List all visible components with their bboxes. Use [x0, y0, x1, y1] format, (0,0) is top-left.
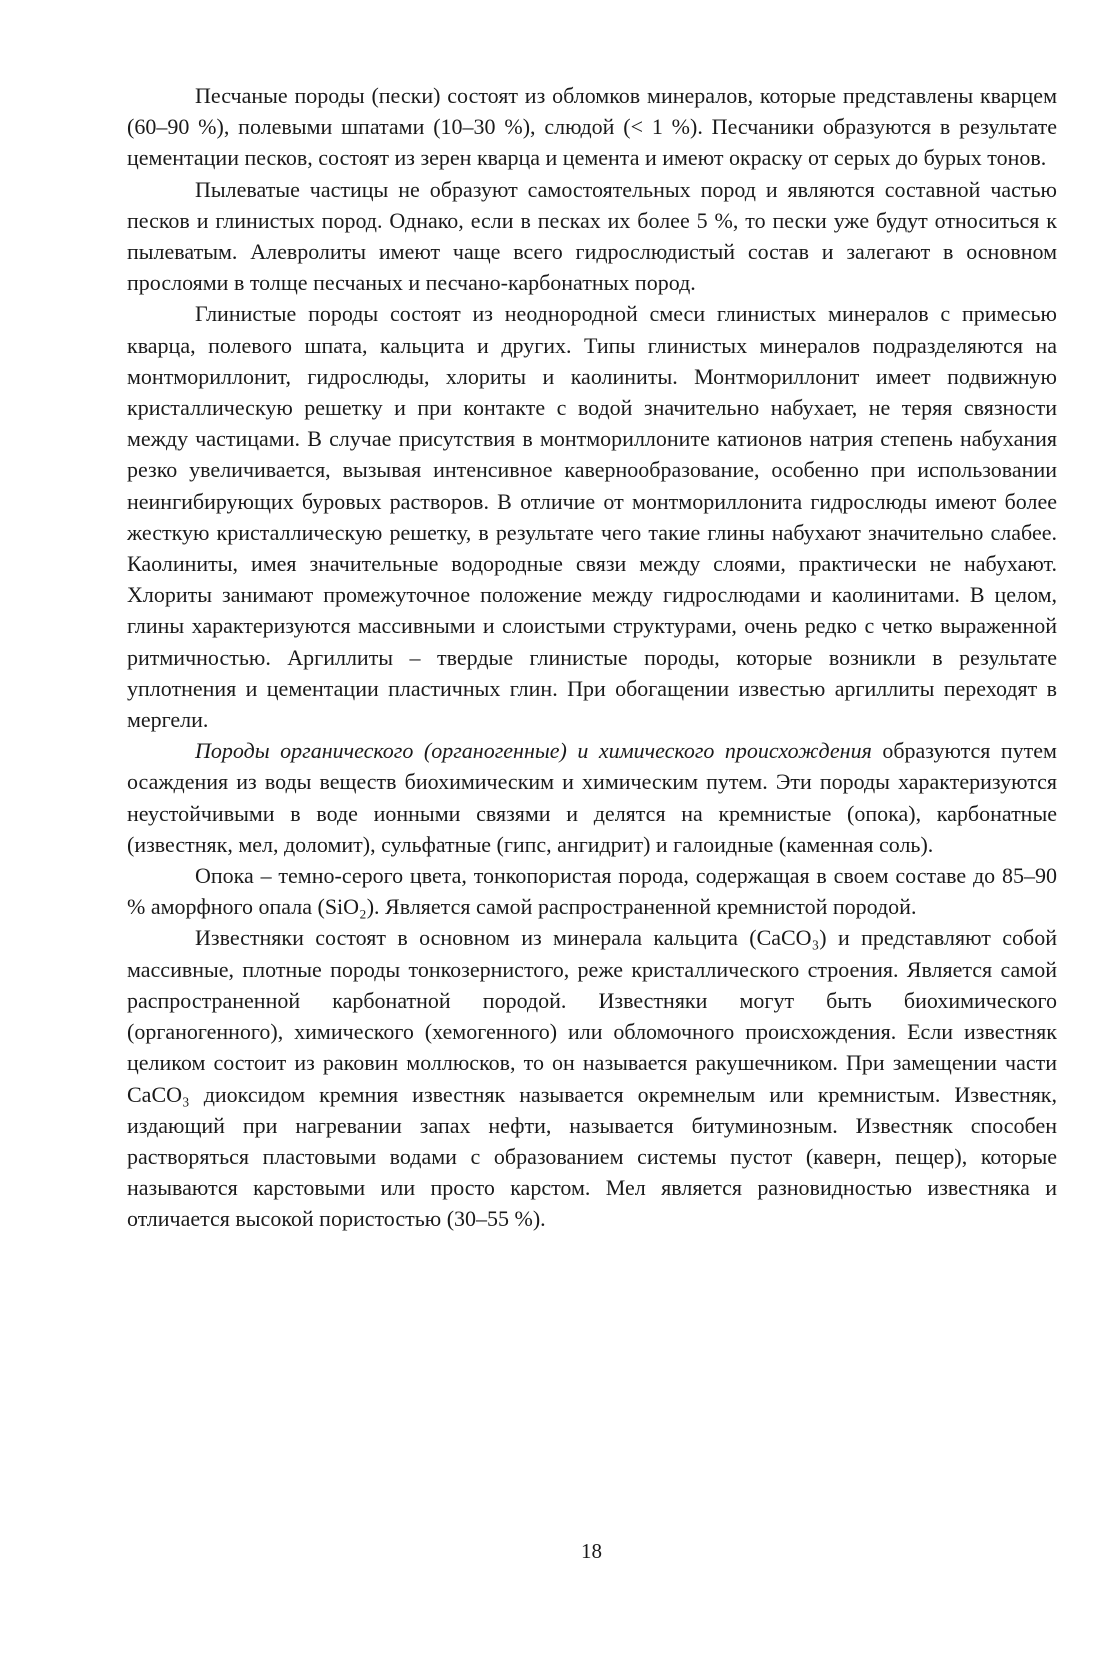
- paragraph-silty-particles: Пылеватые частицы не образуют самостоятельных пород и являются составной частью песков и глинистых пород. Однако, если в песках их более 5 %, то пески уже будут относиться к пылеватым. Алевролиты имеют чаще всего гидрослюдистый состав и залегают в основном прослоями в толще песчаных и песчано-карбонатных пород.: [127, 176, 1057, 296]
- paragraph-organic-chemical-rocks: [127, 735, 1057, 860]
- body-text: [127, 80, 1057, 1235]
- italic-term: Породы органического (органогенные) и химического происхождения: [195, 738, 872, 764]
- paragraph-opoka: Опока – темно-серого цвета, тонкопористая порода, содержащая в своем составе до 85–90 % аморфного опала (SiO₂). Является самой распространенной кремнистой породой.: [127, 863, 1057, 920]
- paragraph-limestones: Известняки состоят в основном из минерала кальцита (CaCO₃) и представляют собой массивные, плотные породы тонкозернистого, реже кристаллического строения. Является самой распространенной карбонатной породой. Известняки могут быть биохимического (органогенного), химического (хемогенного) или обломочного происхождения. Если известняк целиком состоит из раковин моллюсков, то он называется ракушечником. При замещении части CaCO₃ диоксидом кремния известняк называется окремнелым или кремнистым. Известняк, издающий при нагревании запах нефти, называется битуминозным. Известняк способен растворяться пластовыми водами с образованием системы пустот (каверн, пещер), которые называются карстовыми или просто карстом. Мел является разновидностью известняка и отличается высокой пористостью (30–55 %).: [127, 925, 1057, 1232]
- paragraph-continuation: образуются путем осаждения из воды веществ биохимическим и химическим путем. Эти породы характеризуются неустойчивыми в воде ионными связями и делятся на кремнистые (опока), карбонатные (известняк, мел, доломит), сульфатные (гипс, ангидрит) и галоидные (каменная соль).: [127, 738, 1057, 857]
- page-number: 18: [581, 1539, 602, 1563]
- paragraph-sandy-rocks: Песчаные породы (пески) состоят из обломков минералов, которые представлены кварцем (60–90 %), полевыми шпатами (10–30 %), слюдой (< 1 %). Песчаники образуются в результате цементации песков, состоят из зерен кварца и цемента и имеют окраску от серых до бурых тонов.: [127, 83, 1057, 171]
- paragraph-clay-rocks: Глинистые породы состоят из неоднородной смеси глинистых минералов с примесью кварца, полевого шпата, кальцита и других. Типы глинистых минералов подразделяются на монтмориллонит, гидрослюды, хлориты и каолиниты. Монтмориллонит имеет подвижную кристаллическую решетку и при контакте с водой значительно набухает, не теряя связности между частицами. В случае присутствия в монтмориллоните катионов натрия степень набухания резко увеличивается, вызывая интенсивное кавернообразование, особенно при использовании неингибирующих буровых растворов. В отличие от монтмориллонита гидрослюды имеют более жесткую кристаллическую решетку, в результате чего такие глины набухают значительно слабее. Каолиниты, имея значительные водородные связи между слоями, практически не набухают. Хлориты занимают промежуточное положение между гидрослюдами и каолинитами. В целом, глины характеризуются массивными и слоистыми структурами, очень редко с четко выраженной ритмичностью. Аргиллиты – твердые глинистые породы, которые возникли в результате уплотнения и цементации пластичных глин. При обогащении известью аргиллиты переходят в мергели.: [127, 301, 1057, 733]
